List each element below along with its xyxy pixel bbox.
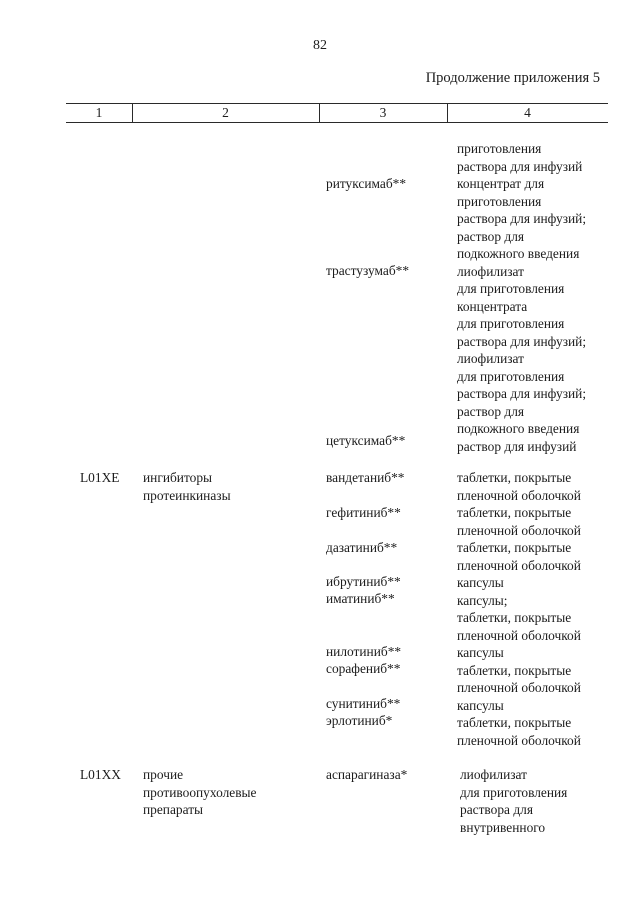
drug-name: ибрутиниб** (326, 574, 401, 589)
drug-name: гефитиниб** (326, 505, 401, 520)
drug-name: сорафениб** (326, 661, 401, 676)
form-line: подкожного введения (457, 421, 580, 436)
form-line: раствор для (457, 403, 525, 419)
atc-code: L01XE (80, 470, 120, 485)
top-block-forms (457, 140, 586, 455)
form-line: капсулы; (457, 592, 508, 608)
drug-name: сунитиниб** (326, 696, 401, 711)
page-number: 82 (313, 38, 327, 53)
form-line: таблетки, покрытые (457, 470, 572, 485)
group-name-line: ингибиторы (143, 470, 213, 485)
drug-name: аспарагиназа* (326, 767, 408, 782)
group-name-line: протеинкиназы (143, 487, 231, 503)
form-line: раствор для инфузий (457, 438, 577, 454)
group-name (143, 469, 231, 504)
form-line: пленочной оболочкой (457, 522, 581, 538)
form-line: капсулы (457, 697, 504, 713)
form-line: капсулы (457, 575, 504, 590)
form-line: концентрата (457, 298, 528, 314)
form-line: пленочной оболочкой (457, 680, 581, 695)
form-line: для приготовления (457, 368, 565, 384)
form-line: для приготовления (460, 784, 568, 800)
form-line: приготовления (457, 141, 542, 156)
form-line: концентрат для (457, 176, 545, 191)
atc-code: L01XX (80, 767, 121, 782)
form-line: таблетки, покрытые (457, 715, 572, 730)
form-line: для приготовления (457, 281, 565, 296)
form-line: пленочной оболочкой (457, 732, 581, 748)
form-line: пленочной оболочкой (457, 557, 581, 573)
group-name-line: препараты (143, 802, 204, 817)
column-3-header: 3 (379, 105, 387, 120)
form-line: лиофилизат (457, 263, 524, 279)
form-line: лиофилизат (457, 351, 524, 366)
form-line: подкожного введения (457, 246, 580, 261)
drug-name: нилотиниб** (326, 644, 402, 659)
table-header-bottom-rule (66, 122, 608, 123)
column-4-header: 4 (524, 105, 531, 120)
form-line: таблетки, покрытые (457, 610, 572, 625)
form-line: капсулы (457, 645, 504, 660)
continuation-title: Продолжение приложения 5 (425, 70, 600, 86)
form-line: пленочной оболочкой (457, 627, 581, 643)
form-line: для приготовления (457, 316, 565, 331)
form-line: пленочной оболочкой (457, 487, 581, 503)
form-line: раствор для (457, 228, 525, 244)
form-line: приготовления (457, 193, 542, 209)
form-line: раствора для (460, 802, 534, 817)
column-2-header: 2 (222, 105, 229, 120)
drug-name: цетуксимаб** (326, 433, 406, 448)
group-name-line: противоопухолевые (143, 784, 257, 800)
drug-name: вандетаниб** (326, 470, 405, 485)
form-line: таблетки, покрытые (457, 540, 572, 555)
form-line: раствора для инфузий; (457, 211, 587, 226)
form-line: таблетки, покрытые (457, 662, 572, 678)
form-line: таблетки, покрытые (457, 505, 572, 520)
group-name-line: прочие (143, 767, 184, 782)
drug-name: ритуксимаб** (326, 176, 407, 191)
column-1-header: 1 (95, 105, 103, 120)
drug-name: эрлотиниб* (326, 713, 393, 728)
group-forms (457, 469, 581, 749)
form-line: раствора для инфузий; (457, 333, 587, 349)
drug-name: иматиниб** (326, 591, 395, 606)
drug-name: трастузумаб** (326, 263, 410, 278)
drug-name: дазатиниб** (326, 540, 398, 555)
form-line: раствора для инфузий (457, 158, 583, 174)
form-line: раствора для инфузий; (457, 386, 587, 401)
group-forms (460, 766, 567, 836)
form-line: внутривенного (460, 819, 546, 835)
group-name (143, 766, 256, 819)
form-line: лиофилизат (460, 767, 527, 782)
